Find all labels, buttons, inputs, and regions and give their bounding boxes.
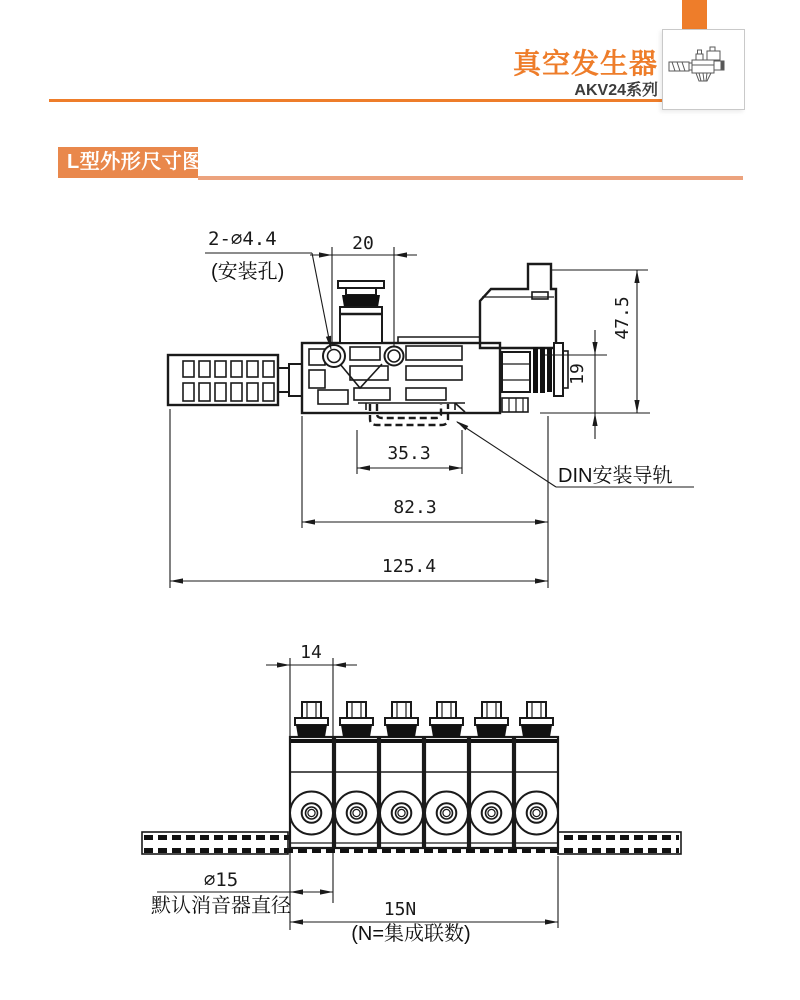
dim-overall-length: 125.4 (381, 556, 437, 577)
muffler-diameter-note: 默认消音器直径 (151, 895, 291, 917)
side-view-drawing (168, 228, 694, 588)
dim-muffler-diameter: ∅15 (203, 869, 239, 891)
dim-hole-spacing: 20 (352, 233, 374, 254)
manifold-units (290, 702, 558, 848)
vacuum-port-fitting (533, 343, 568, 396)
series-subtitle: AKV24系列 (574, 82, 658, 99)
dim-body-length: 82.3 (393, 497, 437, 518)
dim-rail-width: 35.3 (387, 443, 431, 464)
muffler-slots (183, 361, 274, 401)
dim-hole-callout: 2-∅4.4 (208, 228, 277, 250)
dim-total-width: 15N (383, 899, 417, 920)
dim-hole-note: (安装孔) (211, 261, 285, 283)
din-rail-label: DIN安装导轨 (558, 465, 673, 487)
dim-unit-pitch: 14 (300, 642, 322, 663)
front-view-drawing (142, 642, 681, 945)
page-title: 真空发生器 (512, 48, 658, 79)
total-width-note: (N=集成联数) (351, 923, 471, 945)
dim-port-height: 19 (567, 363, 588, 385)
dim-overall-height: 47.5 (612, 296, 633, 340)
section-label: L型外形尺寸图 (58, 147, 198, 178)
push-in-fitting (338, 281, 384, 343)
